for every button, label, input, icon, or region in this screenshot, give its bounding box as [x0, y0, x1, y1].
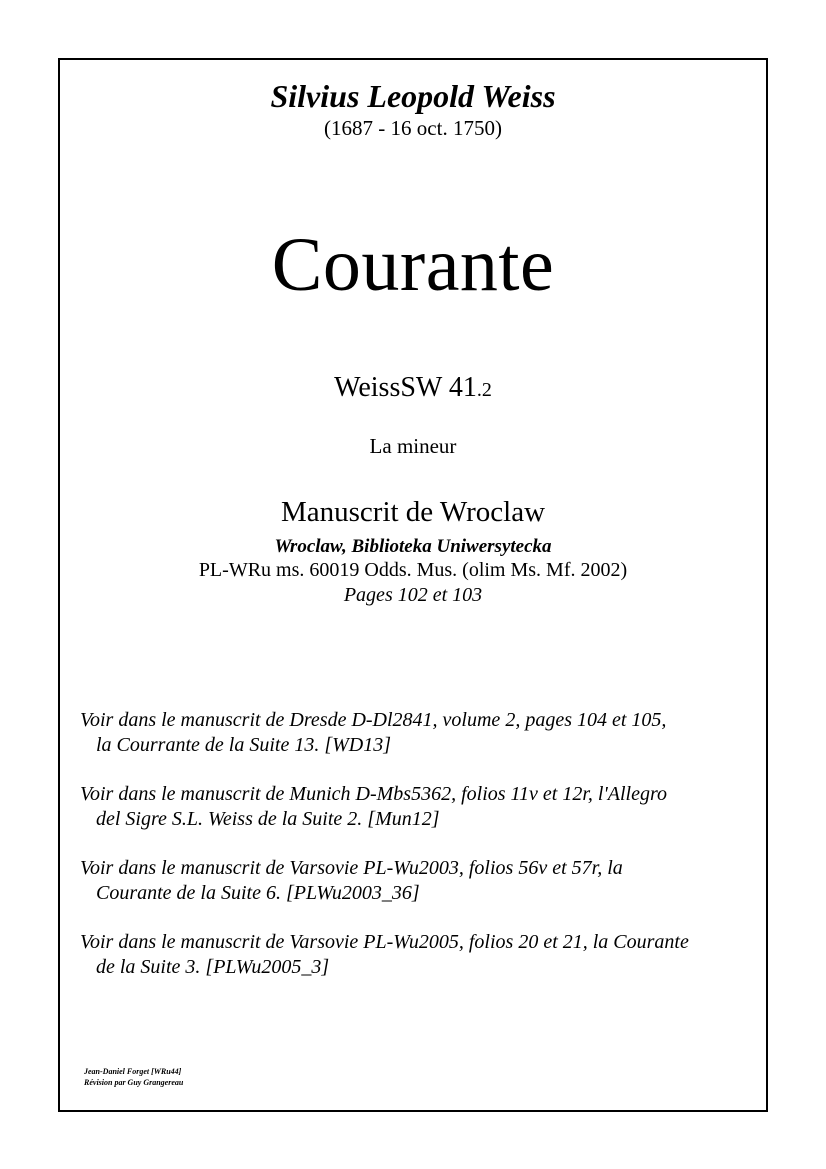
catalog-sub: .2: [476, 379, 492, 401]
reference-line: Voir dans le manuscrit de Munich D-Mbs5362, folios 11v et 12r, l'Allegro: [80, 783, 668, 805]
credit-revision: Révision par Guy Grangereau: [84, 1078, 184, 1087]
references-list: [80, 708, 770, 1004]
manuscript-pages: Pages 102 et 103: [343, 584, 483, 606]
composer-name: Silvius Leopold Weiss: [270, 78, 556, 114]
credit-author: Jean-Daniel Forget [WRu44]: [84, 1067, 182, 1076]
key-signature: La mineur: [369, 434, 457, 458]
reference-line: Voir dans le manuscrit de Varsovie PL-Wu2003, folios 56v et 57r, la: [80, 857, 623, 879]
catalog-number: [60, 372, 766, 404]
reference-item: [80, 708, 770, 758]
manuscript-location: Wroclaw, Biblioteka Uniwersytecka: [274, 536, 552, 557]
reference-line: Courante de la Suite 6. [PLWu2003_36]: [96, 882, 420, 904]
reference-line: de la Suite 3. [PLWu2005_3]: [96, 956, 330, 978]
credits: [84, 1066, 183, 1088]
reference-line: Voir dans le manuscrit de Varsovie PL-Wu2005, folios 20 et 21, la Courante: [80, 931, 689, 953]
reference-line: del Sigre S.L. Weiss de la Suite 2. [Mun12]: [96, 808, 440, 830]
reference-line: Voir dans le manuscrit de Dresde D-Dl2841, volume 2, pages 104 et 105,: [80, 709, 667, 731]
reference-item: [80, 930, 770, 980]
piece-title: Courante: [271, 223, 555, 307]
composer-dates: (1687 - 16 oct. 1750): [324, 116, 502, 140]
manuscript-title: Manuscrit de Wroclaw: [280, 496, 546, 528]
reference-item: [80, 856, 770, 906]
manuscript-reference: PL-WRu ms. 60019 Odds. Mus. (olim Ms. Mf. 2002): [198, 559, 628, 581]
reference-item: [80, 782, 770, 832]
reference-line: la Courrante de la Suite 13. [WD13]: [96, 734, 391, 756]
catalog-main: WeissSW 41: [334, 372, 477, 403]
page-frame: [58, 58, 768, 1112]
